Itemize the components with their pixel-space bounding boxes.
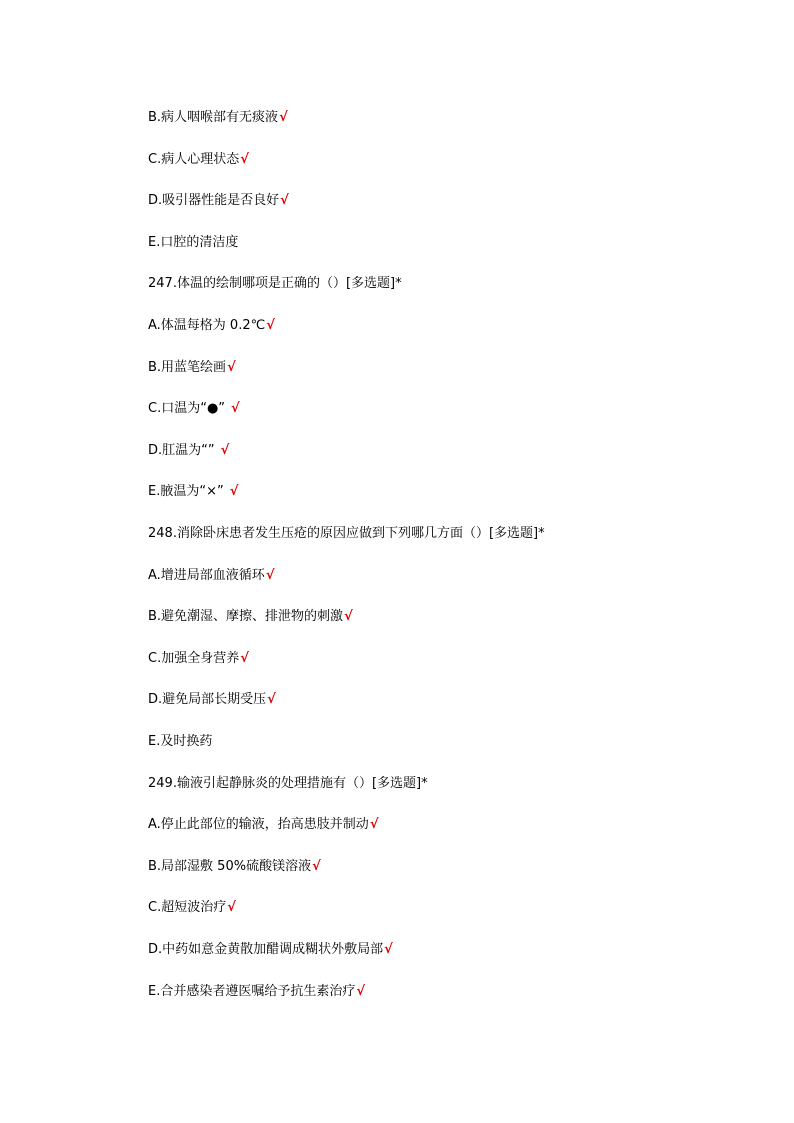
check-mark-icon: √ [267,692,276,707]
option-text: D.吸引器性能是否良好 [148,193,280,208]
check-mark-icon: √ [240,152,249,167]
option-text: E.及时换药 [148,734,213,749]
option-line [148,898,236,918]
check-mark-icon: √ [356,984,366,999]
check-mark-icon: √ [227,360,236,375]
option-text: A.体温每格为 0.2℃ [148,318,266,333]
option-text: C.病人心理状态 [148,152,240,167]
option-line [148,815,378,835]
option-text: E.口腔的清洁度 [148,235,239,250]
check-mark-icon: √ [227,900,236,915]
option-line [148,191,289,211]
option-text: D.中药如意金黄散加醋调成糊状外敷局部 [148,942,384,957]
option-line [148,940,393,960]
option-text: E.合并感染者遵医嘱给予抗生素治疗 [148,984,356,999]
option-text: A.增进局部血液循环 [148,568,265,583]
option-text: B.病人咽喉部有无痰液 [148,110,279,125]
option-line [148,150,249,170]
question-text: 248.消除卧床患者发生压疮的原因应做到下列哪几方面（）[多选题]* [148,526,545,541]
question-text: 249.输液引起静脉炎的处理措施有（）[多选题]* [148,776,428,791]
option-text: B.避免潮湿、摩擦、排泄物的刺激 [148,609,344,624]
check-mark-icon: √ [229,484,239,499]
option-line [148,233,238,253]
check-mark-icon: √ [312,859,321,874]
question-line [148,274,402,294]
option-text: D.避免局部长期受压 [148,692,267,707]
option-line [148,732,212,752]
option-text: D.肛温为“” [148,443,215,458]
check-mark-icon: √ [280,193,289,208]
option-line [148,482,238,502]
check-mark-icon: √ [220,443,230,458]
option-line [148,690,276,710]
option-text: C.口温为“●” [148,401,226,416]
option-line [148,108,288,128]
option-line [148,358,236,378]
option-text: A.停止此部位的输液，抬高患肢并制动 [148,817,369,832]
option-line [148,982,365,1002]
option-line [148,649,249,669]
option-line [148,607,353,627]
option-text: E.腋温为“×” [148,484,224,499]
check-mark-icon: √ [344,609,353,624]
check-mark-icon: √ [240,651,249,666]
question-text: 247.体温的绘制哪项是正确的（）[多选题]* [148,276,402,291]
question-line [148,524,545,544]
question-line [148,774,428,794]
option-line [148,566,274,586]
check-mark-icon: √ [279,110,288,125]
option-text: C.加强全身营养 [148,651,240,666]
option-line [148,399,240,419]
check-mark-icon: √ [266,318,275,333]
check-mark-icon: √ [369,817,379,832]
option-text: C.超短波治疗 [148,900,227,915]
option-line [148,316,275,336]
option-text: B.用蓝笔绘画 [148,360,227,375]
check-mark-icon: √ [384,942,393,957]
option-line [148,441,229,461]
check-mark-icon: √ [265,568,275,583]
option-text: B.局部湿敷 50%硫酸镁溶液 [148,859,312,874]
check-mark-icon: √ [231,401,240,416]
option-line [148,857,321,877]
